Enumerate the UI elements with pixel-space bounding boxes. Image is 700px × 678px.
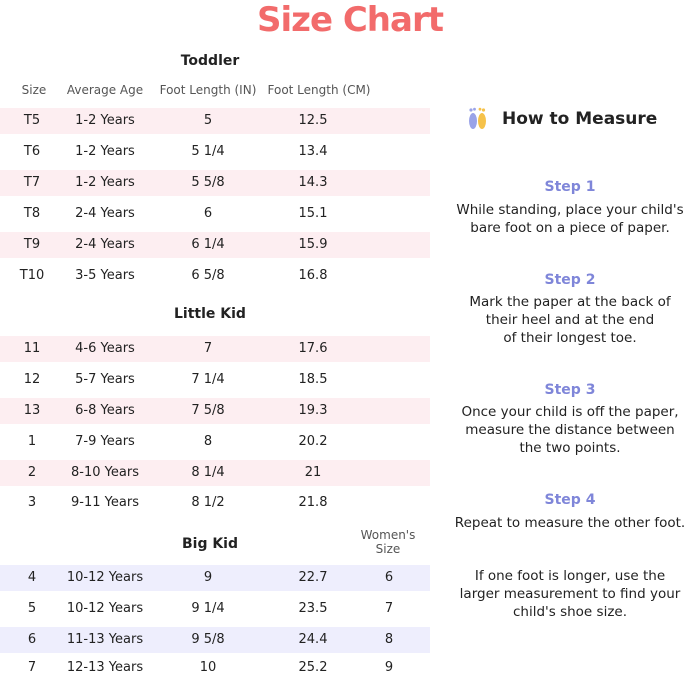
table-row [0,490,430,516]
step-3-line: measure the distance between [465,422,675,438]
table-row [0,170,430,196]
cell-age: 10-12 Years [66,570,144,585]
step-1-label: Step 1 [544,179,596,195]
cell-foot-in: 7 1/4 [191,372,225,387]
cell-foot-in: 8 [203,434,213,449]
table-row [0,596,430,622]
cell-age: 7-9 Years [75,434,135,449]
header-foot-length-in: Foot Length (IN) [159,83,257,97]
cell-foot-in: 5 [203,113,213,128]
table-row [0,232,430,258]
cell-size: T7 [23,175,41,190]
measure-note [438,567,700,621]
how-to-measure-header [466,104,657,134]
table-row [0,565,430,591]
cell-size: T8 [23,206,41,221]
step-2-label: Step 2 [544,272,596,288]
cell-size: 3 [27,495,37,510]
step-3-line: Once your child is off the paper, [461,404,679,420]
cell-foot-in: 5 1/4 [191,144,225,159]
step-4-text [438,514,700,532]
cell-foot-cm: 20.2 [298,434,328,449]
table-row [0,108,430,134]
step-2-line: of their longest toe. [503,330,637,346]
section-title-big-kid: Big Kid [181,536,239,552]
cell-foot-in: 6 1/4 [191,237,225,252]
header-womens-line2: Size [375,542,401,556]
cell-foot-cm: 16.8 [298,268,328,283]
cell-foot-in: 5 5/8 [191,175,225,190]
cell-size: 13 [23,403,41,418]
cell-womens-size: 9 [384,660,394,675]
step-3-text [438,403,700,457]
cell-foot-cm: 22.7 [298,570,328,585]
step-2-line: their heel and at the end [485,312,655,328]
cell-age: 3-5 Years [75,268,135,283]
cell-foot-cm: 18.5 [298,372,328,387]
header-size: Size [21,83,47,97]
table-row [0,336,430,362]
cell-foot-in: 6 [203,206,213,221]
cell-age: 11-13 Years [66,632,144,647]
cell-size: 2 [27,465,37,480]
step-1-line: While standing, place your child's [456,202,684,218]
cell-foot-cm: 25.2 [298,660,328,675]
cell-age: 10-12 Years [66,601,144,616]
cell-age: 1-2 Years [75,144,135,159]
table-row [0,367,430,393]
measure-note-line: larger measurement to find your [459,586,681,602]
cell-size: T10 [19,268,45,283]
table-row [0,201,430,227]
table-row [0,657,430,678]
cell-foot-cm: 19.3 [298,403,328,418]
table-row [0,460,430,486]
cell-foot-cm: 24.4 [298,632,328,647]
cell-womens-size: 7 [384,601,394,616]
cell-age: 12-13 Years [66,660,144,675]
cell-size: T9 [23,237,41,252]
cell-foot-cm: 17.6 [298,341,328,356]
step-4-label: Step 4 [544,492,596,508]
cell-size: 1 [27,434,37,449]
baby-feet-icon [466,106,488,132]
cell-foot-cm: 15.1 [298,206,328,221]
cell-age: 6-8 Years [75,403,135,418]
cell-foot-cm: 14.3 [298,175,328,190]
table-row [0,398,430,424]
table-row [0,263,430,289]
cell-foot-cm: 15.9 [298,237,328,252]
cell-size: 11 [23,341,41,356]
step-2-text [438,293,700,347]
cell-size: 5 [27,601,37,616]
cell-foot-in: 9 [203,570,213,585]
how-to-measure-title: How to Measure [502,109,658,129]
cell-foot-in: 7 [203,341,213,356]
cell-foot-in: 9 5/8 [191,632,225,647]
header-womens-line1: Women's [360,528,416,542]
step-3-label: Step 3 [544,382,596,398]
cell-foot-in: 8 1/2 [191,495,225,510]
cell-foot-cm: 21.8 [298,495,328,510]
cell-foot-in: 6 5/8 [191,268,225,283]
table-row [0,429,430,455]
cell-age: 8-10 Years [71,465,139,480]
cell-foot-in: 7 5/8 [191,403,225,418]
cell-foot-cm: 12.5 [298,113,328,128]
step-1-text [438,201,700,237]
header-average-age: Average Age [66,83,144,97]
cell-size: 12 [23,372,41,387]
cell-foot-cm: 21 [304,465,322,480]
cell-size: 7 [27,660,37,675]
cell-age: 1-2 Years [75,113,135,128]
table-row [0,627,430,653]
cell-age: 4-6 Years [75,341,135,356]
step-4-line: Repeat to measure the other foot. [454,515,686,531]
cell-foot-in: 10 [199,660,217,675]
cell-size: 6 [27,632,37,647]
measure-note-line: child's shoe size. [513,604,627,620]
cell-womens-size: 6 [384,570,394,585]
cell-size: T6 [23,144,41,159]
cell-foot-in: 9 1/4 [191,601,225,616]
cell-age: 9-11 Years [71,495,139,510]
cell-age: 2-4 Years [75,206,135,221]
header-foot-length-cm: Foot Length (CM) [267,83,371,97]
step-2-line: Mark the paper at the back of [469,294,671,310]
section-title-little-kid: Little Kid [174,306,246,322]
cell-size: T5 [23,113,41,128]
cell-womens-size: 8 [384,632,394,647]
cell-size: 4 [27,570,37,585]
cell-age: 1-2 Years [75,175,135,190]
cell-foot-cm: 13.4 [298,144,328,159]
section-title-toddler: Toddler [180,53,240,69]
measure-note-line: If one foot is longer, use the [474,568,666,584]
step-1-line: bare foot on a piece of paper. [470,220,670,236]
cell-foot-cm: 23.5 [298,601,328,616]
cell-age: 5-7 Years [75,372,135,387]
cell-age: 2-4 Years [75,237,135,252]
cell-foot-in: 8 1/4 [191,465,225,480]
step-3-line: the two points. [519,440,621,456]
page-title: Size Chart [257,0,443,40]
table-row [0,139,430,165]
header-womens-size [350,528,426,556]
